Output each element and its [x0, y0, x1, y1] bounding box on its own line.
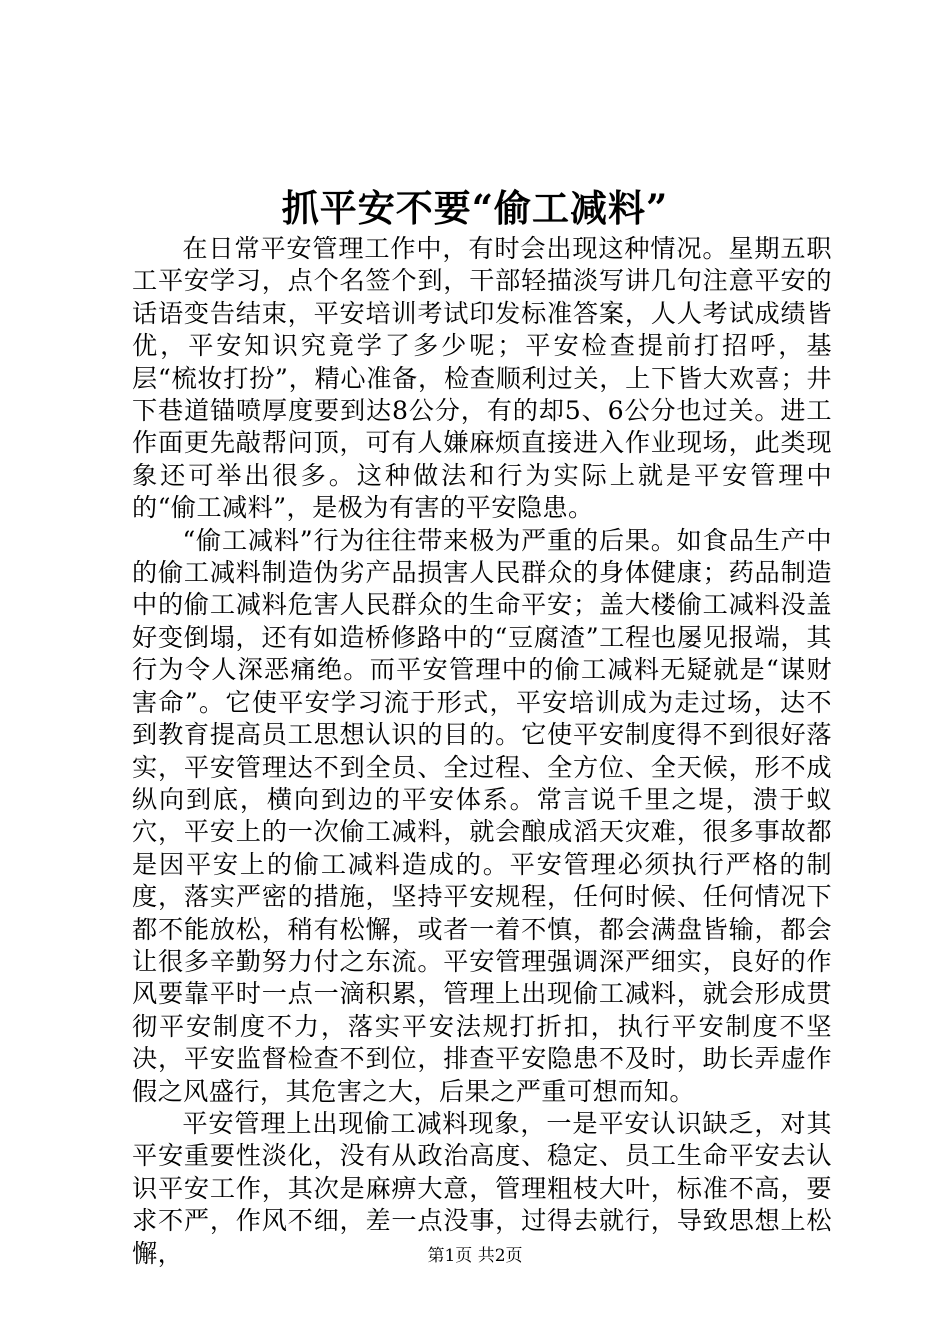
document-title: 抓平安不要“偷工减料” — [281, 185, 669, 230]
page-footer: 第1页 共2页 — [427, 1246, 523, 1266]
paragraph: 在日常平安管理工作中，有时会出现这种情况。星期五职工平安学习，点个名签个到，干部轻描淡写讲几句注意平安的话语变告结束，平安培训考试印发标准答案，人人考试成绩皆优，平安知识究竟学了多少呢；平安检查提前打招呼，基层“梳妆打扮”，精心准备，检查顺利过关，上下皆大欢喜；井下巷道锚喷厚度要到达8公分，有的却5、6公分也过关。进工作面更先敲帮问顶，可有人嫌麻烦直接进入作业现场，此类现象还可举出很多。这种做法和行为实际上就是平安管理中的“偷工减料”，是极为有害的平安隐患。 — [132, 234, 832, 523]
document-body — [132, 233, 832, 1270]
paragraph: “偷工减料”行为往往带来极为严重的后果。如食品生产中的偷工减料制造伪劣产品损害人民群众的身体健康；药品制造中的偷工减料危害人民群众的生命平安；盖大楼偷工减料没盖好变倒塌，还有如造桥修路中的“豆腐渣”工程也屡见报端，其行为令人深恶痛绝。而平安管理中的偷工减料无疑就是“谋财害命”。它使平安学习流于形式，平安培训成为走过场，达不到教育提高员工思想认识的目的。它使平安制度得不到很好落实，平安管理达不到全员、全过程、全方位、全天候，形不成纵向到底，横向到边的平安体系。常言说千里之堤，溃于蚁穴，平安上的一次偷工减料，就会酿成滔天灾难，很多事故都是因平安上的偷工减料造成的。平安管理必须执行严格的制度，落实严密的措施，坚持平安规程，任何时候、任何情况下都不能放松，稍有松懈，或者一着不慎，都会满盘皆输，都会让很多辛勤努力付之东流。平安管理强调深严细实，良好的作风要靠平时一点一滴积累，管理上出现偷工减料，就会形成贯彻平安制度不力，落实平安法规打折扣，执行平安制度不坚决，平安监督检查不到位，排查平安隐患不及时，助长弄虚作假之风盛行，其危害之大，后果之严重可想而知。 — [132, 525, 832, 1106]
paragraph: 平安管理上出现偷工减料现象，一是平安认识缺乏，对其平安重要性淡化，没有从政治高度、稳定、员工生命平安去认识平安工作，其次是麻痹大意，管理粗枝大叶，标准不高，要求不严，作风不细，差一点没事，过得去就行，导致思想上松懈， — [132, 1108, 832, 1268]
